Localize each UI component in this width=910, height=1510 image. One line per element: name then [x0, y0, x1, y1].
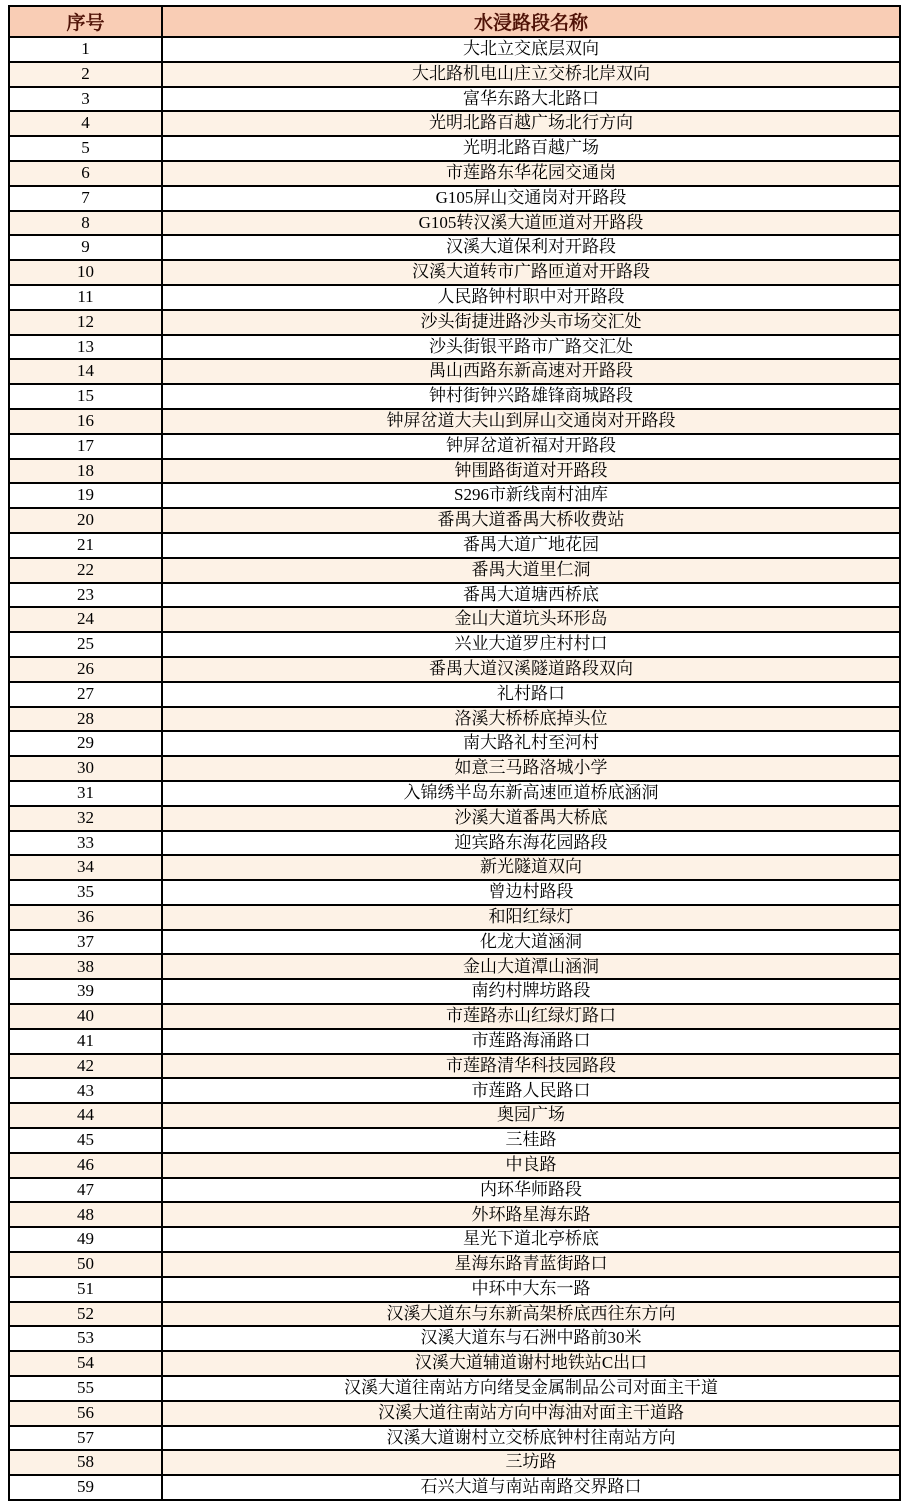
table-row	[9, 781, 900, 806]
road-name-cell: 番禺大道汉溪隧道路段双向	[162, 657, 900, 682]
row-index-cell: 31	[9, 781, 162, 806]
road-name-cell: G105转汉溪大道匝道对开路段	[162, 211, 900, 236]
road-name-cell: 光明北路百越广场	[162, 136, 900, 161]
road-name-cell: 外环路星海东路	[162, 1202, 900, 1227]
table-row	[9, 831, 900, 856]
table-row	[9, 583, 900, 608]
road-name-cell: 和阳红绿灯	[162, 905, 900, 930]
table-row	[9, 979, 900, 1004]
table-row	[9, 211, 900, 236]
road-name-cell: 三坊路	[162, 1450, 900, 1475]
road-name-cell: 金山大道潭山涵洞	[162, 954, 900, 979]
road-name-cell: 沙溪大道番禺大桥底	[162, 806, 900, 831]
table-row	[9, 1351, 900, 1376]
road-name-cell: 入锦绣半岛东新高速匝道桥底涵洞	[162, 781, 900, 806]
row-index-cell: 9	[9, 235, 162, 260]
table-row	[9, 285, 900, 310]
road-name-cell: 金山大道坑头环形岛	[162, 607, 900, 632]
row-index-cell: 47	[9, 1178, 162, 1203]
row-index-cell: 54	[9, 1351, 162, 1376]
row-index-cell: 22	[9, 558, 162, 583]
road-name-cell: 汉溪大道东与东新高架桥底西往东方向	[162, 1302, 900, 1327]
row-index-cell: 42	[9, 1054, 162, 1079]
road-name-cell: 奥园广场	[162, 1103, 900, 1128]
row-index-cell: 19	[9, 483, 162, 508]
road-name-cell: 大北立交底层双向	[162, 37, 900, 62]
road-name-cell: 番禺大道番禺大桥收费站	[162, 508, 900, 533]
table-row	[9, 409, 900, 434]
row-index-cell: 14	[9, 359, 162, 384]
row-index-cell: 41	[9, 1029, 162, 1054]
row-index-cell: 45	[9, 1128, 162, 1153]
table-row	[9, 508, 900, 533]
row-index-cell: 34	[9, 855, 162, 880]
row-index-cell: 6	[9, 161, 162, 186]
row-index-cell: 56	[9, 1401, 162, 1426]
table-row	[9, 1103, 900, 1128]
row-index-cell: 25	[9, 632, 162, 657]
road-name-cell: 番禺大道广地花园	[162, 533, 900, 558]
table-row	[9, 37, 900, 62]
road-name-cell: 兴业大道罗庄村村口	[162, 632, 900, 657]
road-name-cell: 汉溪大道保利对开路段	[162, 235, 900, 260]
road-name-cell: 南约村牌坊路段	[162, 979, 900, 1004]
table-row	[9, 384, 900, 409]
row-index-cell: 27	[9, 682, 162, 707]
road-name-cell: 市莲路赤山红绿灯路口	[162, 1004, 900, 1029]
table-row	[9, 707, 900, 732]
road-name-cell: 钟屏岔道大夫山到屏山交通岗对开路段	[162, 409, 900, 434]
table-row	[9, 310, 900, 335]
table-row	[9, 1029, 900, 1054]
table-row	[9, 731, 900, 756]
road-name-cell: 大北路机电山庄立交桥北岸双向	[162, 62, 900, 87]
column-header-index: 序号	[9, 6, 162, 37]
table-row	[9, 483, 900, 508]
row-index-cell: 4	[9, 111, 162, 136]
road-name-cell: S296市新线南村油库	[162, 483, 900, 508]
row-index-cell: 17	[9, 434, 162, 459]
road-name-cell: 汉溪大道往南站方向中海油对面主干道路	[162, 1401, 900, 1426]
row-index-cell: 2	[9, 62, 162, 87]
road-name-cell: 星光下道北亭桥底	[162, 1227, 900, 1252]
row-index-cell: 37	[9, 930, 162, 955]
table-row	[9, 855, 900, 880]
row-index-cell: 8	[9, 211, 162, 236]
table-row	[9, 1128, 900, 1153]
table-row	[9, 62, 900, 87]
road-name-cell: 汉溪大道辅道谢村地铁站C出口	[162, 1351, 900, 1376]
road-name-cell: 富华东路大北路口	[162, 87, 900, 112]
table-row	[9, 359, 900, 384]
row-index-cell: 15	[9, 384, 162, 409]
road-name-cell: 新光隧道双向	[162, 855, 900, 880]
row-index-cell: 30	[9, 756, 162, 781]
table-body	[9, 37, 900, 1500]
road-name-cell: 沙头街银平路市广路交汇处	[162, 335, 900, 360]
table-row	[9, 434, 900, 459]
table-row	[9, 1252, 900, 1277]
row-index-cell: 16	[9, 409, 162, 434]
column-header-road-name: 水浸路段名称	[162, 6, 900, 37]
table-row	[9, 161, 900, 186]
table-row	[9, 533, 900, 558]
road-name-cell: 洛溪大桥桥底掉头位	[162, 707, 900, 732]
row-index-cell: 7	[9, 186, 162, 211]
table-row	[9, 1178, 900, 1203]
table-row	[9, 235, 900, 260]
table-row	[9, 756, 900, 781]
table-row	[9, 260, 900, 285]
road-name-cell: 钟围路街道对开路段	[162, 459, 900, 484]
table-row	[9, 1401, 900, 1426]
row-index-cell: 39	[9, 979, 162, 1004]
road-name-cell: 人民路钟村职中对开路段	[162, 285, 900, 310]
table-row	[9, 930, 900, 955]
row-index-cell: 11	[9, 285, 162, 310]
row-index-cell: 24	[9, 607, 162, 632]
table-row	[9, 1078, 900, 1103]
road-name-cell: 汉溪大道东与石洲中路前30米	[162, 1326, 900, 1351]
table-row	[9, 1475, 900, 1500]
row-index-cell: 32	[9, 806, 162, 831]
road-name-cell: 迎宾路东海花园路段	[162, 831, 900, 856]
road-name-cell: 市莲路人民路口	[162, 1078, 900, 1103]
row-index-cell: 57	[9, 1426, 162, 1451]
table-row	[9, 1302, 900, 1327]
row-index-cell: 44	[9, 1103, 162, 1128]
table-row	[9, 335, 900, 360]
road-name-cell: 市莲路海涌路口	[162, 1029, 900, 1054]
row-index-cell: 53	[9, 1326, 162, 1351]
table-row	[9, 1450, 900, 1475]
road-name-cell: 礼村路口	[162, 682, 900, 707]
row-index-cell: 5	[9, 136, 162, 161]
table-row	[9, 657, 900, 682]
road-name-cell: 如意三马路洛城小学	[162, 756, 900, 781]
row-index-cell: 38	[9, 954, 162, 979]
table-row	[9, 954, 900, 979]
table-row	[9, 1426, 900, 1451]
row-index-cell: 29	[9, 731, 162, 756]
row-index-cell: 48	[9, 1202, 162, 1227]
row-index-cell: 10	[9, 260, 162, 285]
row-index-cell: 40	[9, 1004, 162, 1029]
row-index-cell: 23	[9, 583, 162, 608]
row-index-cell: 1	[9, 37, 162, 62]
row-index-cell: 50	[9, 1252, 162, 1277]
road-name-cell: 石兴大道与南站南路交界路口	[162, 1475, 900, 1500]
table-row	[9, 1054, 900, 1079]
row-index-cell: 21	[9, 533, 162, 558]
row-index-cell: 3	[9, 87, 162, 112]
table-row	[9, 1153, 900, 1178]
road-name-cell: 光明北路百越广场北行方向	[162, 111, 900, 136]
row-index-cell: 52	[9, 1302, 162, 1327]
table-row	[9, 1004, 900, 1029]
row-index-cell: 46	[9, 1153, 162, 1178]
table-row	[9, 1376, 900, 1401]
road-name-cell: 番禺大道塘西桥底	[162, 583, 900, 608]
road-name-cell: 南大路礼村至河村	[162, 731, 900, 756]
road-name-cell: G105屏山交通岗对开路段	[162, 186, 900, 211]
road-name-cell: 中良路	[162, 1153, 900, 1178]
row-index-cell: 20	[9, 508, 162, 533]
table-row	[9, 1326, 900, 1351]
road-name-cell: 曾边村路段	[162, 880, 900, 905]
road-name-cell: 禺山西路东新高速对开路段	[162, 359, 900, 384]
row-index-cell: 26	[9, 657, 162, 682]
row-index-cell: 13	[9, 335, 162, 360]
table-row	[9, 632, 900, 657]
table-row	[9, 806, 900, 831]
row-index-cell: 43	[9, 1078, 162, 1103]
road-name-cell: 市莲路东华花园交通岗	[162, 161, 900, 186]
table-row	[9, 682, 900, 707]
road-name-cell: 中环中大东一路	[162, 1277, 900, 1302]
row-index-cell: 18	[9, 459, 162, 484]
road-name-cell: 三桂路	[162, 1128, 900, 1153]
row-index-cell: 55	[9, 1376, 162, 1401]
row-index-cell: 58	[9, 1450, 162, 1475]
table-row	[9, 111, 900, 136]
flooded-roads-table	[8, 5, 901, 1501]
table-row	[9, 459, 900, 484]
road-name-cell: 星海东路青蓝街路口	[162, 1252, 900, 1277]
table-row	[9, 905, 900, 930]
table-row	[9, 880, 900, 905]
road-name-cell: 市莲路清华科技园路段	[162, 1054, 900, 1079]
table-row	[9, 186, 900, 211]
row-index-cell: 59	[9, 1475, 162, 1500]
road-name-cell: 汉溪大道往南站方向绪旻金属制品公司对面主干道	[162, 1376, 900, 1401]
road-name-cell: 沙头街捷进路沙头市场交汇处	[162, 310, 900, 335]
road-name-cell: 钟屏岔道祈福对开路段	[162, 434, 900, 459]
table-row	[9, 1202, 900, 1227]
table-row	[9, 1277, 900, 1302]
road-name-cell: 内环华师路段	[162, 1178, 900, 1203]
row-index-cell: 12	[9, 310, 162, 335]
road-name-cell: 番禺大道里仁洞	[162, 558, 900, 583]
road-name-cell: 汉溪大道转市广路匝道对开路段	[162, 260, 900, 285]
road-name-cell: 钟村街钟兴路雄锋商城路段	[162, 384, 900, 409]
table-row	[9, 1227, 900, 1252]
row-index-cell: 49	[9, 1227, 162, 1252]
row-index-cell: 51	[9, 1277, 162, 1302]
row-index-cell: 36	[9, 905, 162, 930]
row-index-cell: 28	[9, 707, 162, 732]
road-name-cell: 汉溪大道谢村立交桥底钟村往南站方向	[162, 1426, 900, 1451]
table-row	[9, 136, 900, 161]
table-row	[9, 607, 900, 632]
header-row	[9, 6, 900, 37]
row-index-cell: 35	[9, 880, 162, 905]
table-row	[9, 558, 900, 583]
row-index-cell: 33	[9, 831, 162, 856]
table-row	[9, 87, 900, 112]
road-name-cell: 化龙大道涵洞	[162, 930, 900, 955]
